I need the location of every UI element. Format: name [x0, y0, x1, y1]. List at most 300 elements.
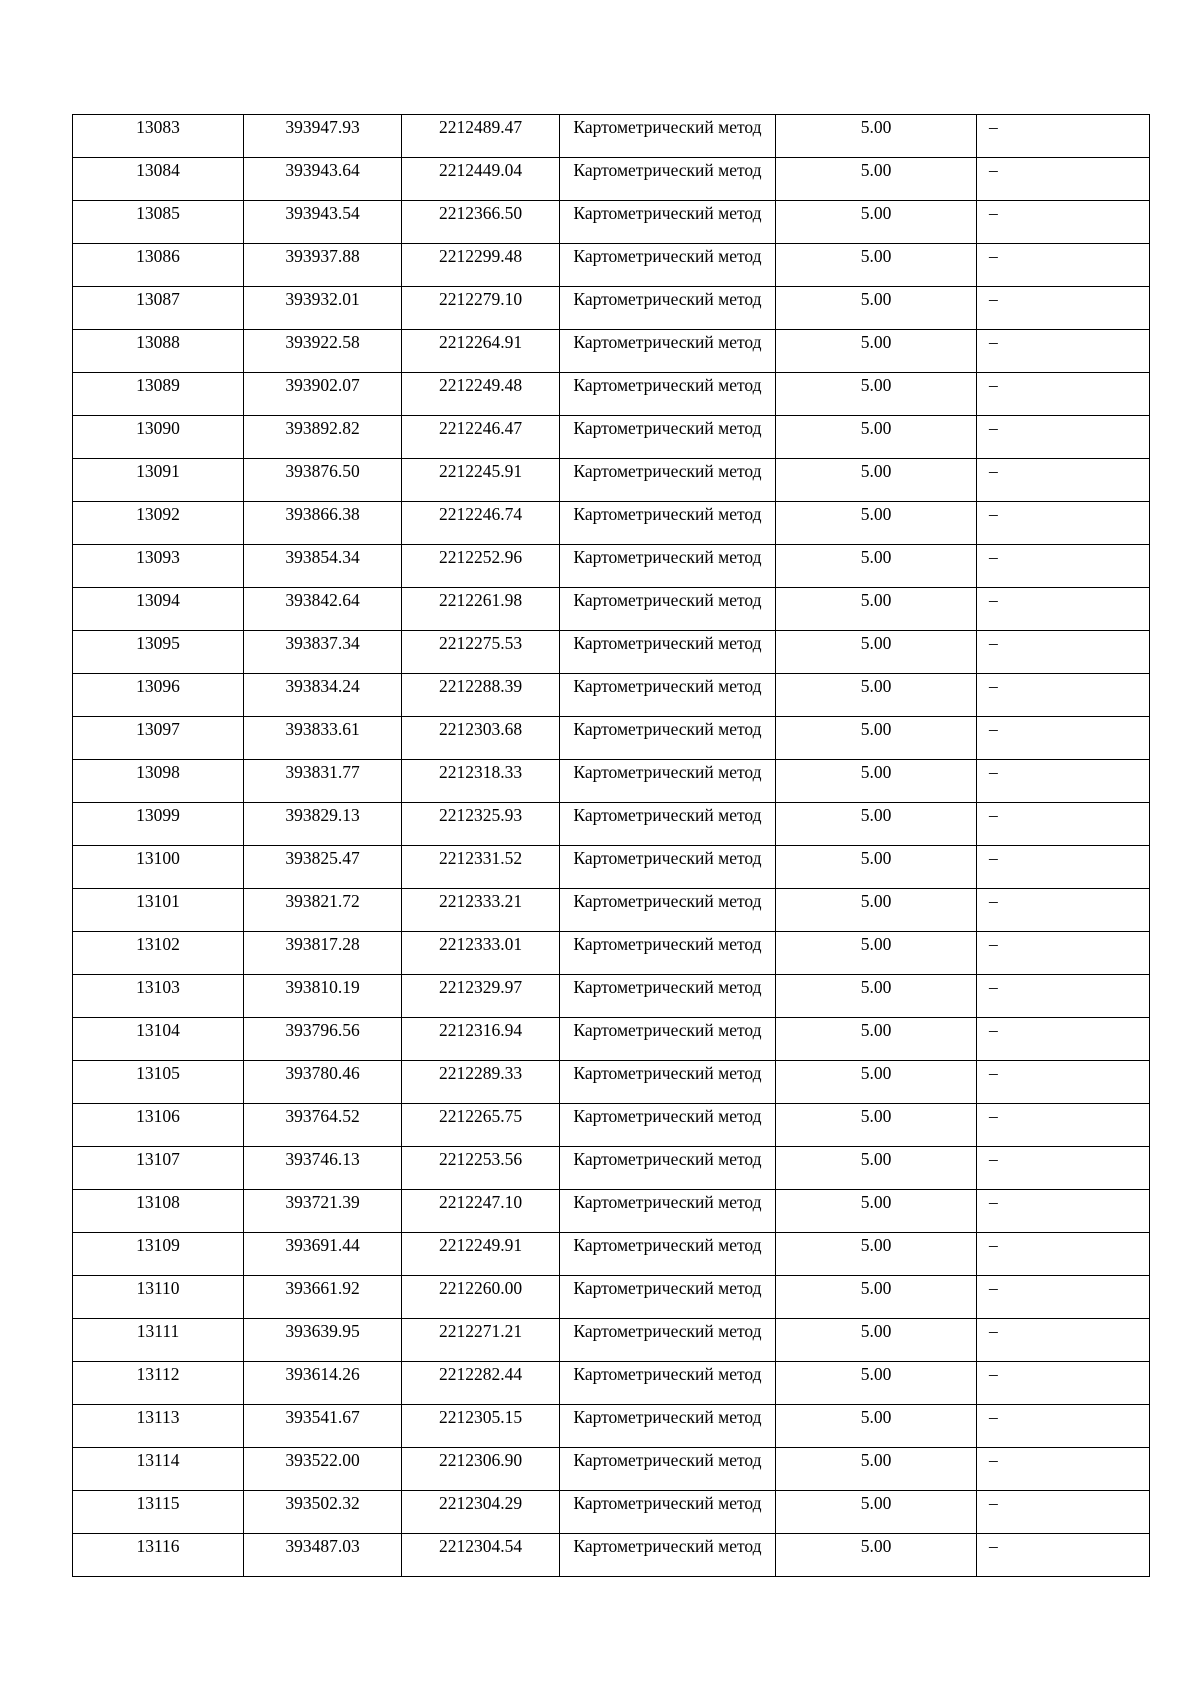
point-number-cell [73, 1448, 244, 1491]
y-coordinate-cell [402, 502, 560, 545]
accuracy-cell-text: 5.00 [860, 719, 892, 739]
note-cell-text: – [989, 1020, 998, 1040]
point-number-cell [73, 846, 244, 889]
x-coordinate-cell [244, 502, 402, 545]
y-coordinate-cell-text: 2212252.96 [438, 547, 523, 567]
x-coordinate-cell-text: 393764.52 [285, 1106, 360, 1126]
y-coordinate-cell-text: 2212304.54 [438, 1536, 523, 1556]
accuracy-cell [776, 1405, 977, 1448]
accuracy-cell-text: 5.00 [860, 375, 892, 395]
y-coordinate-cell [402, 717, 560, 760]
point-number-cell [73, 975, 244, 1018]
x-coordinate-cell [244, 975, 402, 1018]
method-cell [560, 1319, 776, 1362]
method-cell-text: Картометрический метод [573, 1364, 762, 1384]
table-row [73, 244, 1150, 287]
method-cell [560, 1448, 776, 1491]
y-coordinate-cell [402, 330, 560, 373]
y-coordinate-cell-text: 2212325.93 [438, 805, 523, 825]
point-number-cell-text: 13084 [136, 160, 180, 180]
y-coordinate-cell-text: 2212265.75 [438, 1106, 523, 1126]
point-number-cell-text: 13116 [136, 1536, 180, 1556]
method-cell-text: Картометрический метод [573, 461, 762, 481]
note-cell-text: – [989, 203, 998, 223]
point-number-cell [73, 1061, 244, 1104]
accuracy-cell-text: 5.00 [860, 934, 892, 954]
accuracy-cell-text: 5.00 [860, 1278, 892, 1298]
point-number-cell [73, 1104, 244, 1147]
point-number-cell-text: 13095 [136, 633, 180, 653]
point-number-cell [73, 1190, 244, 1233]
x-coordinate-cell-text: 393661.92 [285, 1278, 360, 1298]
accuracy-cell-text: 5.00 [860, 203, 892, 223]
point-number-cell-text: 13087 [136, 289, 180, 309]
point-number-cell-text: 13107 [136, 1149, 180, 1169]
x-coordinate-cell-text: 393902.07 [285, 375, 360, 395]
note-cell [977, 1534, 1150, 1577]
accuracy-cell-text: 5.00 [860, 1020, 892, 1040]
method-cell-text: Картометрический метод [573, 719, 762, 739]
table-row [73, 287, 1150, 330]
method-cell-text: Картометрический метод [573, 805, 762, 825]
accuracy-cell [776, 932, 977, 975]
accuracy-cell-text: 5.00 [860, 977, 892, 997]
x-coordinate-cell-text: 393922.58 [285, 332, 360, 352]
note-cell-text: – [989, 375, 998, 395]
accuracy-cell [776, 1190, 977, 1233]
note-cell [977, 588, 1150, 631]
note-cell [977, 1190, 1150, 1233]
accuracy-cell [776, 674, 977, 717]
point-number-cell-text: 13106 [136, 1106, 180, 1126]
point-number-cell-text: 13103 [136, 977, 180, 997]
point-number-cell-text: 13088 [136, 332, 180, 352]
method-cell [560, 244, 776, 287]
table-row [73, 717, 1150, 760]
y-coordinate-cell [402, 459, 560, 502]
accuracy-cell [776, 846, 977, 889]
accuracy-cell-text: 5.00 [860, 289, 892, 309]
method-cell-text: Картометрический метод [573, 547, 762, 567]
method-cell-text: Картометрический метод [573, 1536, 762, 1556]
point-number-cell [73, 1491, 244, 1534]
method-cell [560, 889, 776, 932]
y-coordinate-cell-text: 2212305.15 [438, 1407, 523, 1427]
note-cell-text: – [989, 1192, 998, 1212]
point-number-cell-text: 13091 [136, 461, 180, 481]
x-coordinate-cell [244, 115, 402, 158]
x-coordinate-cell-text: 393721.39 [285, 1192, 360, 1212]
y-coordinate-cell-text: 2212318.33 [438, 762, 523, 782]
note-cell-text: – [989, 1321, 998, 1341]
table-row [73, 330, 1150, 373]
x-coordinate-cell [244, 846, 402, 889]
point-number-cell [73, 158, 244, 201]
x-coordinate-cell-text: 393842.64 [285, 590, 360, 610]
x-coordinate-cell-text: 393947.93 [285, 117, 360, 137]
table-row [73, 975, 1150, 1018]
accuracy-cell-text: 5.00 [860, 1321, 892, 1341]
note-cell [977, 416, 1150, 459]
y-coordinate-cell-text: 2212449.04 [438, 160, 523, 180]
y-coordinate-cell [402, 545, 560, 588]
accuracy-cell [776, 115, 977, 158]
y-coordinate-cell [402, 846, 560, 889]
point-number-cell-text: 13094 [136, 590, 180, 610]
note-cell-text: – [989, 1063, 998, 1083]
note-cell [977, 1147, 1150, 1190]
table-row [73, 1534, 1150, 1577]
table-row [73, 1147, 1150, 1190]
accuracy-cell-text: 5.00 [860, 246, 892, 266]
y-coordinate-cell-text: 2212288.39 [438, 676, 523, 696]
point-number-cell [73, 1018, 244, 1061]
y-coordinate-cell-text: 2212271.21 [438, 1321, 523, 1341]
x-coordinate-cell [244, 201, 402, 244]
table-row [73, 201, 1150, 244]
note-cell-text: – [989, 719, 998, 739]
x-coordinate-cell-text: 393831.77 [285, 762, 360, 782]
accuracy-cell-text: 5.00 [860, 160, 892, 180]
coordinates-table-body [73, 115, 1150, 1577]
y-coordinate-cell [402, 1061, 560, 1104]
table-row [73, 674, 1150, 717]
x-coordinate-cell-text: 393932.01 [285, 289, 360, 309]
point-number-cell-text: 13108 [136, 1192, 180, 1212]
method-cell [560, 631, 776, 674]
y-coordinate-cell-text: 2212316.94 [438, 1020, 523, 1040]
method-cell-text: Картометрический метод [573, 590, 762, 610]
y-coordinate-cell-text: 2212366.50 [438, 203, 523, 223]
accuracy-cell-text: 5.00 [860, 1364, 892, 1384]
point-number-cell [73, 803, 244, 846]
point-number-cell [73, 932, 244, 975]
table-row [73, 631, 1150, 674]
note-cell [977, 631, 1150, 674]
point-number-cell [73, 115, 244, 158]
note-cell-text: – [989, 332, 998, 352]
note-cell-text: – [989, 762, 998, 782]
method-cell-text: Картометрический метод [573, 1149, 762, 1169]
x-coordinate-cell [244, 1104, 402, 1147]
note-cell [977, 545, 1150, 588]
y-coordinate-cell [402, 1190, 560, 1233]
x-coordinate-cell-text: 393892.82 [285, 418, 360, 438]
accuracy-cell-text: 5.00 [860, 676, 892, 696]
note-cell-text: – [989, 1106, 998, 1126]
point-number-cell [73, 545, 244, 588]
y-coordinate-cell-text: 2212303.68 [438, 719, 523, 739]
method-cell [560, 373, 776, 416]
method-cell-text: Картометрический метод [573, 1235, 762, 1255]
accuracy-cell-text: 5.00 [860, 1407, 892, 1427]
method-cell [560, 287, 776, 330]
method-cell-text: Картометрический метод [573, 1321, 762, 1341]
y-coordinate-cell [402, 1104, 560, 1147]
note-cell [977, 115, 1150, 158]
note-cell-text: – [989, 977, 998, 997]
method-cell [560, 416, 776, 459]
x-coordinate-cell [244, 1190, 402, 1233]
x-coordinate-cell [244, 545, 402, 588]
y-coordinate-cell-text: 2212331.52 [438, 848, 523, 868]
method-cell-text: Картометрический метод [573, 1192, 762, 1212]
x-coordinate-cell [244, 674, 402, 717]
method-cell-text: Картометрический метод [573, 848, 762, 868]
x-coordinate-cell-text: 393854.34 [285, 547, 360, 567]
y-coordinate-cell [402, 1233, 560, 1276]
method-cell [560, 1233, 776, 1276]
point-number-cell-text: 13104 [136, 1020, 180, 1040]
method-cell [560, 459, 776, 502]
accuracy-cell [776, 1061, 977, 1104]
y-coordinate-cell [402, 1405, 560, 1448]
method-cell-text: Картометрический метод [573, 332, 762, 352]
y-coordinate-cell-text: 2212306.90 [438, 1450, 523, 1470]
note-cell [977, 1233, 1150, 1276]
accuracy-cell-text: 5.00 [860, 332, 892, 352]
note-cell [977, 803, 1150, 846]
method-cell-text: Картометрический метод [573, 418, 762, 438]
note-cell-text: – [989, 1364, 998, 1384]
y-coordinate-cell [402, 1491, 560, 1534]
note-cell [977, 330, 1150, 373]
y-coordinate-cell [402, 975, 560, 1018]
y-coordinate-cell-text: 2212247.10 [438, 1192, 523, 1212]
note-cell [977, 975, 1150, 1018]
accuracy-cell [776, 1319, 977, 1362]
accuracy-cell-text: 5.00 [860, 1063, 892, 1083]
point-number-cell [73, 502, 244, 545]
accuracy-cell [776, 502, 977, 545]
x-coordinate-cell-text: 393943.64 [285, 160, 360, 180]
x-coordinate-cell [244, 330, 402, 373]
accuracy-cell-text: 5.00 [860, 1106, 892, 1126]
method-cell-text: Картометрический метод [573, 160, 762, 180]
table-row [73, 1018, 1150, 1061]
x-coordinate-cell-text: 393691.44 [285, 1235, 360, 1255]
y-coordinate-cell [402, 201, 560, 244]
table-row [73, 416, 1150, 459]
x-coordinate-cell [244, 1362, 402, 1405]
x-coordinate-cell [244, 1405, 402, 1448]
method-cell-text: Картометрический метод [573, 375, 762, 395]
x-coordinate-cell-text: 393487.03 [285, 1536, 360, 1556]
table-row [73, 1104, 1150, 1147]
x-coordinate-cell-text: 393937.88 [285, 246, 360, 266]
note-cell [977, 760, 1150, 803]
point-number-cell-text: 13114 [136, 1450, 180, 1470]
y-coordinate-cell [402, 588, 560, 631]
point-number-cell-text: 13102 [136, 934, 180, 954]
accuracy-cell [776, 1534, 977, 1577]
method-cell-text: Картометрический метод [573, 1020, 762, 1040]
accuracy-cell [776, 244, 977, 287]
method-cell-text: Картометрический метод [573, 934, 762, 954]
y-coordinate-cell-text: 2212299.48 [438, 246, 523, 266]
y-coordinate-cell-text: 2212489.47 [438, 117, 523, 137]
y-coordinate-cell [402, 1147, 560, 1190]
accuracy-cell [776, 1448, 977, 1491]
note-cell [977, 1448, 1150, 1491]
y-coordinate-cell [402, 1018, 560, 1061]
method-cell-text: Картометрический метод [573, 504, 762, 524]
point-number-cell [73, 889, 244, 932]
accuracy-cell-text: 5.00 [860, 848, 892, 868]
point-number-cell [73, 717, 244, 760]
method-cell [560, 760, 776, 803]
accuracy-cell [776, 1104, 977, 1147]
accuracy-cell [776, 1491, 977, 1534]
accuracy-cell-text: 5.00 [860, 1536, 892, 1556]
note-cell [977, 932, 1150, 975]
accuracy-cell [776, 1018, 977, 1061]
point-number-cell [73, 1147, 244, 1190]
x-coordinate-cell [244, 1534, 402, 1577]
accuracy-cell [776, 889, 977, 932]
point-number-cell-text: 13083 [136, 117, 180, 137]
note-cell [977, 1018, 1150, 1061]
y-coordinate-cell-text: 2212245.91 [438, 461, 523, 481]
accuracy-cell-text: 5.00 [860, 1149, 892, 1169]
point-number-cell-text: 13111 [136, 1321, 180, 1341]
method-cell [560, 1405, 776, 1448]
x-coordinate-cell-text: 393866.38 [285, 504, 360, 524]
method-cell [560, 1534, 776, 1577]
point-number-cell-text: 13112 [136, 1364, 180, 1384]
note-cell [977, 846, 1150, 889]
note-cell [977, 1104, 1150, 1147]
note-cell-text: – [989, 805, 998, 825]
y-coordinate-cell-text: 2212249.91 [438, 1235, 523, 1255]
point-number-cell-text: 13115 [136, 1493, 180, 1513]
y-coordinate-cell-text: 2212333.21 [438, 891, 523, 911]
point-number-cell [73, 1362, 244, 1405]
method-cell-text: Картометрический метод [573, 289, 762, 309]
point-number-cell [73, 588, 244, 631]
method-cell [560, 158, 776, 201]
y-coordinate-cell [402, 115, 560, 158]
table-row [73, 1491, 1150, 1534]
method-cell-text: Картометрический метод [573, 117, 762, 137]
accuracy-cell [776, 975, 977, 1018]
point-number-cell-text: 13092 [136, 504, 180, 524]
method-cell-text: Картометрический метод [573, 1407, 762, 1427]
x-coordinate-cell [244, 889, 402, 932]
accuracy-cell-text: 5.00 [860, 762, 892, 782]
method-cell [560, 803, 776, 846]
method-cell-text: Картометрический метод [573, 1493, 762, 1513]
x-coordinate-cell-text: 393943.54 [285, 203, 360, 223]
x-coordinate-cell-text: 393834.24 [285, 676, 360, 696]
x-coordinate-cell [244, 416, 402, 459]
method-cell-text: Картометрический метод [573, 977, 762, 997]
table-row [73, 889, 1150, 932]
accuracy-cell [776, 545, 977, 588]
point-number-cell-text: 13093 [136, 547, 180, 567]
y-coordinate-cell [402, 416, 560, 459]
table-row [73, 846, 1150, 889]
x-coordinate-cell [244, 932, 402, 975]
y-coordinate-cell-text: 2212304.29 [438, 1493, 523, 1513]
x-coordinate-cell-text: 393829.13 [285, 805, 360, 825]
y-coordinate-cell-text: 2212279.10 [438, 289, 523, 309]
table-row [73, 373, 1150, 416]
note-cell-text: – [989, 289, 998, 309]
accuracy-cell [776, 717, 977, 760]
point-number-cell [73, 1534, 244, 1577]
method-cell [560, 932, 776, 975]
x-coordinate-cell [244, 244, 402, 287]
method-cell [560, 1276, 776, 1319]
y-coordinate-cell-text: 2212249.48 [438, 375, 523, 395]
table-row [73, 588, 1150, 631]
method-cell-text: Картометрический метод [573, 1063, 762, 1083]
y-coordinate-cell-text: 2212246.47 [438, 418, 523, 438]
accuracy-cell [776, 631, 977, 674]
table-row [73, 459, 1150, 502]
x-coordinate-cell-text: 393796.56 [285, 1020, 360, 1040]
y-coordinate-cell [402, 760, 560, 803]
x-coordinate-cell [244, 717, 402, 760]
y-coordinate-cell-text: 2212282.44 [438, 1364, 523, 1384]
point-number-cell-text: 13096 [136, 676, 180, 696]
point-number-cell [73, 416, 244, 459]
accuracy-cell-text: 5.00 [860, 117, 892, 137]
point-number-cell [73, 287, 244, 330]
note-cell [977, 459, 1150, 502]
note-cell-text: – [989, 676, 998, 696]
point-number-cell [73, 201, 244, 244]
note-cell-text: – [989, 633, 998, 653]
x-coordinate-cell [244, 1448, 402, 1491]
method-cell [560, 1104, 776, 1147]
method-cell-text: Картометрический метод [573, 1106, 762, 1126]
note-cell [977, 674, 1150, 717]
y-coordinate-cell-text: 2212289.33 [438, 1063, 523, 1083]
accuracy-cell-text: 5.00 [860, 1192, 892, 1212]
accuracy-cell-text: 5.00 [860, 418, 892, 438]
accuracy-cell [776, 1233, 977, 1276]
note-cell [977, 244, 1150, 287]
method-cell-text: Картометрический метод [573, 676, 762, 696]
note-cell [977, 889, 1150, 932]
note-cell-text: – [989, 1493, 998, 1513]
y-coordinate-cell [402, 631, 560, 674]
note-cell-text: – [989, 1235, 998, 1255]
y-coordinate-cell-text: 2212246.74 [438, 504, 523, 524]
note-cell-text: – [989, 590, 998, 610]
table-row [73, 932, 1150, 975]
point-number-cell [73, 244, 244, 287]
x-coordinate-cell-text: 393614.26 [285, 1364, 360, 1384]
method-cell [560, 1147, 776, 1190]
table-row [73, 1061, 1150, 1104]
table-row [73, 1362, 1150, 1405]
method-cell [560, 201, 776, 244]
x-coordinate-cell [244, 1491, 402, 1534]
x-coordinate-cell-text: 393541.67 [285, 1407, 360, 1427]
point-number-cell-text: 13099 [136, 805, 180, 825]
x-coordinate-cell [244, 588, 402, 631]
y-coordinate-cell-text: 2212329.97 [438, 977, 523, 997]
note-cell [977, 502, 1150, 545]
method-cell-text: Картометрический метод [573, 633, 762, 653]
method-cell [560, 1061, 776, 1104]
x-coordinate-cell [244, 631, 402, 674]
note-cell-text: – [989, 934, 998, 954]
x-coordinate-cell [244, 1276, 402, 1319]
